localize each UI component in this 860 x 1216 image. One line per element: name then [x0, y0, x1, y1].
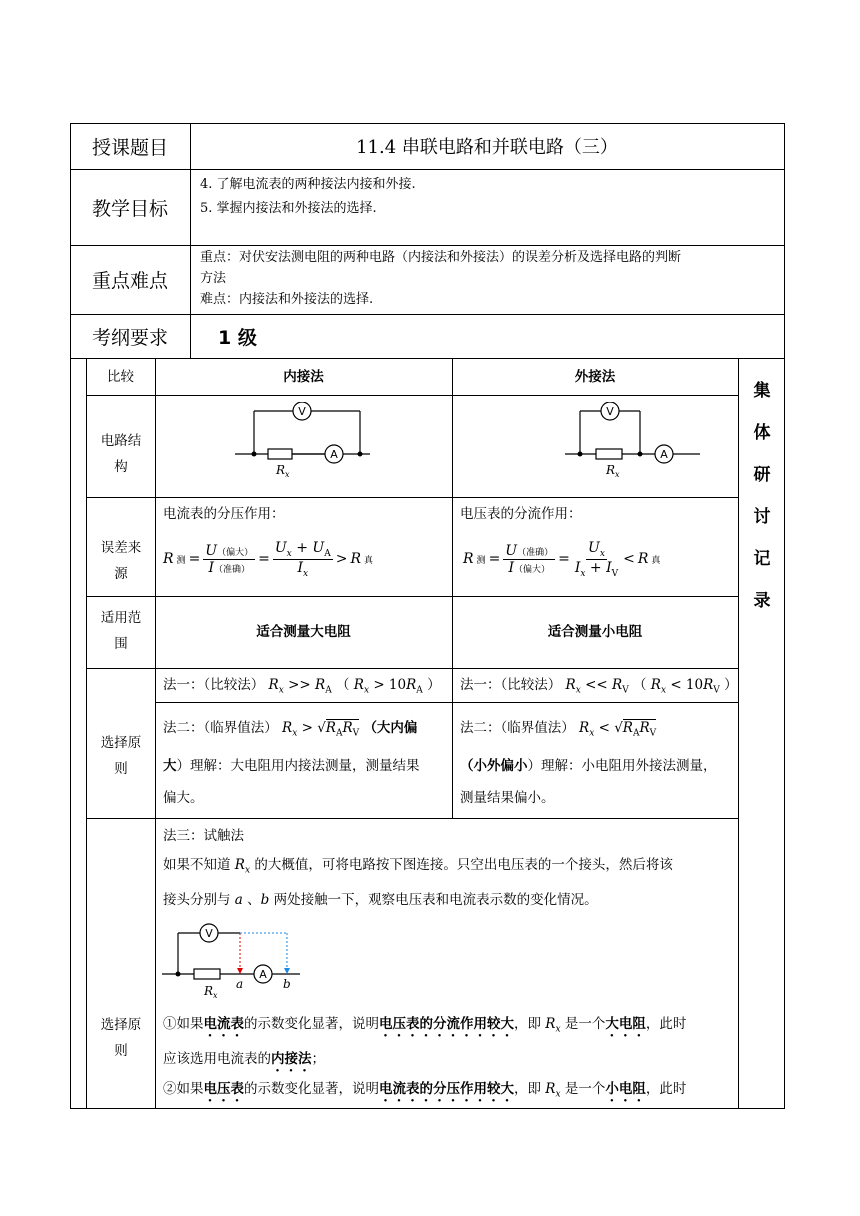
error-inner-title: 电流表的分压作用：	[163, 506, 285, 522]
req-value: 1 级	[218, 326, 257, 349]
inner-border	[86, 668, 738, 669]
key-line: 难点：内接法和外接法的选择.	[200, 292, 374, 307]
req-label: 考纲要求	[91, 326, 168, 349]
topic-value: 11.4 串联电路和并联电路（三）	[356, 137, 618, 158]
svg-text:Rx: $R_x$	[204, 984, 218, 1000]
topic-label: 授课题目	[91, 136, 168, 159]
goals-list	[200, 173, 416, 221]
row-choice-label: 选择原则	[100, 735, 142, 777]
goals-label: 教学目标	[91, 197, 168, 220]
conclusion-1-line2: 应该选用电流表的内接法；	[163, 1050, 325, 1067]
method2-outer: 法二：（临界值法） $R_x < √R_AR_V$ （小外偏小）理解：小电阻用外接法测量， 测量结果偏小。	[460, 720, 717, 806]
svg-text:V: V	[205, 927, 213, 940]
row-range-label: 适用范围	[100, 610, 142, 652]
inner-border	[452, 358, 453, 818]
col-compare: 比较	[107, 368, 134, 385]
table-border-right	[784, 123, 785, 1109]
row-error-label: 误差来源	[100, 540, 142, 582]
key-line: 重点：对伏安法测电阻的两种电路（内接法和外接法）的误差分析及选择电路的判断	[200, 250, 682, 265]
inner-circuit-diagram	[230, 402, 380, 482]
row-choice2-label: 选择原则	[100, 1017, 142, 1059]
method2-inner: 法二：（临界值法） $R_x > √R_AR_V$ （大内偏 大）理解：大电阻用内接法测量，测量结果 偏大。	[163, 720, 420, 806]
method1-inner: 法一：（比较法） $R_x >> R_A$ （ $R_x > 10R_A$ ）	[163, 677, 441, 696]
svg-text:V: V	[298, 405, 306, 418]
row-circuit-label: 电路结构	[100, 433, 142, 475]
side-char: 记	[753, 549, 771, 569]
inner-border	[86, 818, 738, 819]
side-char: 体	[753, 423, 771, 443]
conclusions	[163, 1010, 738, 1109]
inner-border	[155, 358, 156, 1109]
side-char: 集	[753, 381, 771, 401]
inner-border	[86, 395, 738, 396]
key-label: 重点难点	[91, 270, 168, 292]
svg-text:b: b	[283, 977, 291, 991]
key-line: 方法	[200, 271, 227, 286]
error-inner-formula: R 测 = $\frac{\text{U（偏大）}}{\text{I（准确）}}$ = $\frac{U_x + U_A}{I_x}$ > R 真	[163, 540, 373, 579]
svg-text:V: V	[606, 405, 614, 418]
conclusion-2: ②如果电压表的示数变化显著，说明电流表的分压作用较大，即 $R_x$ 是一个小电阻，此时	[163, 1080, 687, 1100]
svg-text:Rx: $R_x$	[276, 463, 290, 479]
method3-title: 法三：试触法	[163, 828, 244, 844]
svg-text:a: a	[236, 977, 244, 991]
inner-border-left	[86, 358, 87, 1109]
error-outer-formula: R 测 = $\frac{\text{U（准确）}}{\text{I（偏大）}}$ = $\frac{U_x}{I_x + I_V}$ < R 真	[463, 540, 661, 579]
inner-border	[86, 497, 738, 498]
inner-border	[155, 702, 738, 703]
outer-circuit-diagram	[560, 402, 710, 482]
conclusion-1: ①如果电流表的示数变化显著，说明电压表的分流作用较大，即 $R_x$ 是一个大电阻，此时	[163, 1016, 687, 1035]
side-char: 研	[753, 465, 771, 485]
col-inner: 内接法	[283, 368, 324, 385]
range-outer: 适合测量小电阻	[547, 624, 643, 640]
goal-item: 5. 掌握内接法和外接法的选择.	[200, 201, 377, 216]
svg-text:A: A	[660, 448, 668, 461]
goal-item: 4. 了解电流表的两种接法内接和外接.	[200, 177, 416, 192]
trial-circuit-diagram	[160, 918, 310, 1000]
col-outer: 外接法	[574, 368, 616, 385]
svg-text:Rx: $R_x$	[606, 463, 620, 479]
svg-text:A: A	[259, 968, 267, 981]
key-points	[200, 247, 681, 310]
method3-block: 法三：试触法 如果不知道 $R_x$ 的大概值，可将电路按下图连接。只空出电压表的一个接头，然后将该 接头分别与 a 、b 两处接触一下，观察电压表和电流表示数的变化情况。	[163, 822, 738, 915]
svg-text:A: A	[330, 448, 338, 461]
method1-outer: 法一：（比较法） $R_x << R_V$ （ $R_x < 10R_V$ ）	[460, 677, 738, 696]
range-inner: 适合测量大电阻	[256, 624, 351, 640]
error-outer-title: 电压表的分流作用：	[460, 506, 582, 522]
side-char: 讨	[753, 507, 771, 527]
side-char: 录	[753, 591, 771, 611]
side-note	[742, 370, 782, 622]
